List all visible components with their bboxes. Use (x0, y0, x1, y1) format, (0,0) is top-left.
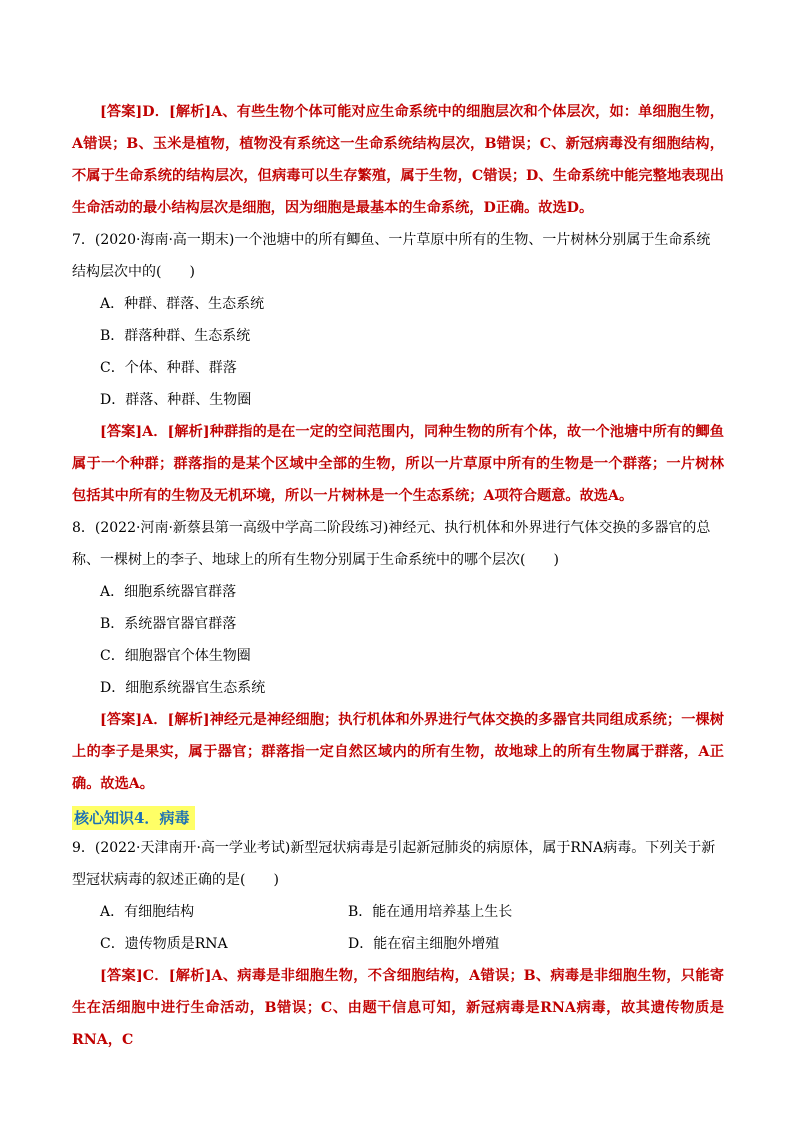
question-9-option-d: D．能在宿主细胞外增殖 (348, 936, 500, 952)
question-7-option-d: D．群落、种群、生物圈 (100, 392, 252, 408)
answer-q6: [答案]D．[解析]A、有些生物个体可能对应生命系统中的细胞层次和个体层次，如：单细胞生物，A错误；B、玉米是植物，植物没有系统这一生命系统结构层次，B错误；C、新冠病毒没有细胞结构，不属于生命系统的结构层次，但病毒可以生存繁殖，属于生物，C错误；D、生命系统中能完整地表现出生命活动的最小结构层次是细胞，因为细胞是最基本的生命系统，D正确。故选D。 (72, 104, 724, 216)
answer-q8: [答案]A．[解析]神经元是神经细胞；执行机体和外界进行气体交换的多器官共同组成系统；一棵树上的李子是果实，属于器官；群落指一定自然区域内的所有生物，故地球上的所有生物属于群落，A正确。故选A。 (72, 712, 724, 792)
question-8-option-c: C．细胞器官个体生物圈 (100, 648, 251, 664)
answer-q7: [答案]A．[解析]种群指的是在一定的空间范围内，同种生物的所有个体，故一个池塘中所有的鲫鱼属于一个种群；群落指的是某个区域中全部的生物，所以一片草原中所有的生物是一个群落；一片树林包括其中所有的生物及无机环境，所以一片树林是一个生态系统；A项符合题意。故选A。 (72, 424, 724, 504)
question-9-option-c: C．遗传物质是RNA (100, 936, 228, 952)
question-8-option-a: A．细胞系统器官群落 (100, 584, 237, 600)
question-9-option-b: B．能在通用培养基上生长 (348, 904, 513, 920)
question-7-stem: 7．(2020·海南·高一期末)一个池塘中的所有鲫鱼、一片草原中所有的生物、一片树林分别属于生命系统结构层次中的( ) (72, 232, 711, 280)
question-7-option-b: B．群落种群、生态系统 (100, 328, 251, 344)
question-7-option-a: A．种群、群落、生态系统 (100, 296, 265, 312)
answer-q9: [答案]C．[解析]A、病毒是非细胞生物，不含细胞结构，A错误；B、病毒是非细胞生物，只能寄生在活细胞中进行生命活动，B错误；C、由题干信息可知，新冠病毒是RNA病毒，故其遗传物质是RNA，C (72, 968, 724, 1048)
question-8-option-b: B．系统器官器官群落 (100, 616, 237, 632)
document-page (72, 96, 724, 1056)
question-8-option-d: D．细胞系统器官生态系统 (100, 680, 266, 696)
question-8-stem: 8．(2022·河南·新蔡县第一高级中学高二阶段练习)神经元、执行机体和外界进行气体交换的多器官的总称、一棵树上的李子、地球上的所有生物分别属于生命系统中的哪个层次( ) (72, 520, 711, 568)
question-9-options-row-2 (72, 928, 724, 960)
question-9-stem: 9．(2022·天津南开·高一学业考试)新型冠状病毒是引起新冠肺炎的病原体，属于RNA病毒。下列关于新型冠状病毒的叙述正确的是( ) (72, 840, 716, 888)
question-9-option-a: A．有细胞结构 (100, 904, 195, 920)
question-9-options-row-1 (72, 896, 724, 928)
question-7-option-c: C．个体、种群、群落 (100, 360, 237, 376)
section-heading-core-knowledge-4: 核心知识4．病毒 (72, 806, 195, 830)
